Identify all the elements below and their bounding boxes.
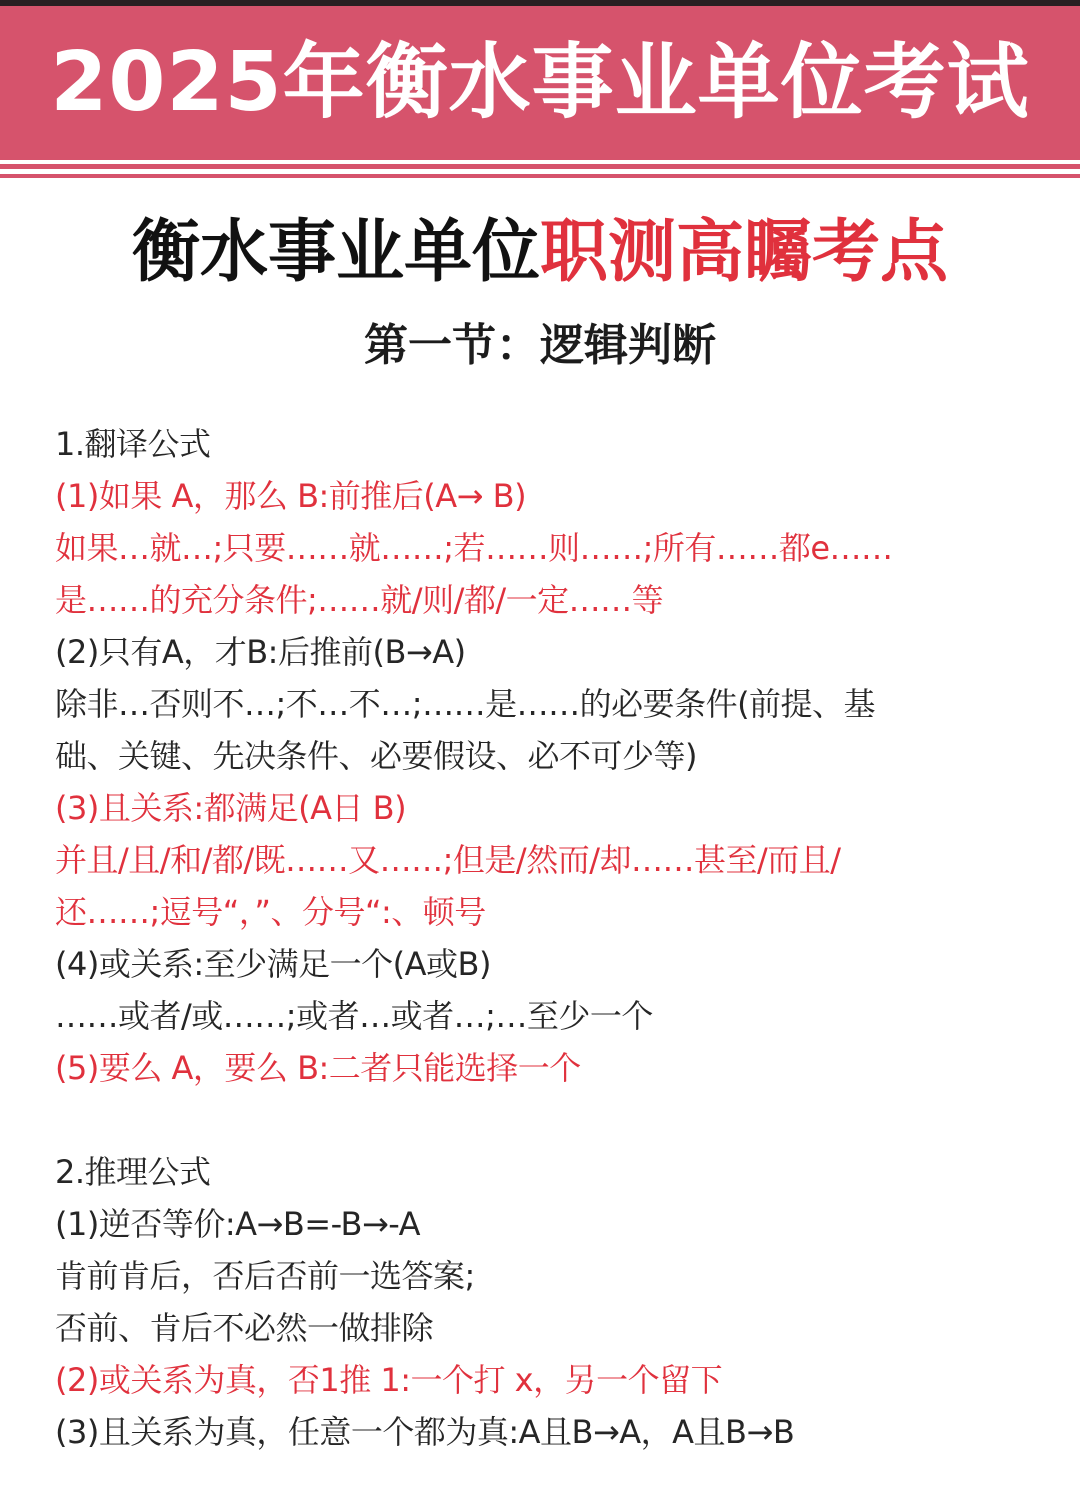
part1-line: (1)如果 A，那么 B:前推后(A→ B) (55, 477, 527, 515)
part1-line: 是……的充分条件;……就/则/都/一定……等 (55, 581, 664, 619)
part2-line: (1)逆否等价:A→B=-B→-A (55, 1205, 420, 1243)
part1-line: ……或者/或……;或者…或者…;…至少一个 (55, 997, 653, 1035)
subtitle-black-part: 衡水事业单位 (131, 212, 540, 292)
section-spacer (55, 1094, 1045, 1146)
part1-line: 础、关键、先决条件、必要假设、必不可少等) (55, 737, 697, 775)
banner-divider-line-secondary (0, 174, 1080, 178)
part1-line: 如果…就…;只要……就……;若……则……;所有……都e…… (55, 529, 893, 567)
banner-divider-line (0, 164, 1080, 169)
part2-heading: 2.推理公式 (55, 1153, 211, 1191)
part2-line: (2)或关系为真，否1推 1:一个打 x，另一个留下 (55, 1361, 723, 1399)
part1-line: 并且/且/和/都/既……又……;但是/然而/却……甚至/而且/ (55, 841, 841, 879)
part1-line: (3)且关系:都满足(A日 B) (55, 789, 407, 827)
title-banner (0, 6, 1080, 160)
part2-line: (3)且关系为真，任意一个都为真:A且B→A，A且B→B (55, 1413, 795, 1451)
part1-line: (5)要么 A，要么 B:二者只能选择一个 (55, 1049, 581, 1087)
part2-line: 否前、肯后不必然一做排除 (55, 1309, 434, 1347)
part1-line: (2)只有A，才B:后推前(B→A) (55, 633, 466, 671)
part2-line: 肯前肯后，否后否前一选答案; (55, 1257, 475, 1295)
part1-heading: 1.翻译公式 (55, 425, 211, 463)
subtitle (0, 212, 1080, 292)
notes-content (55, 418, 1045, 1458)
part1-line: 还……;逗号“，”、分号“:、顿号 (55, 893, 486, 931)
banner-title: 2025年衡水事业单位考试 (50, 35, 1030, 130)
part1-line: (4)或关系:至少满足一个(A或B) (55, 945, 491, 983)
section-heading: 第一节：逻辑判断 (364, 320, 716, 371)
subtitle-red-part: 职测高矚考点 (540, 212, 949, 292)
part1-line: 除非…否则不…;不…不…;……是……的必要条件(前提、基 (55, 685, 876, 723)
